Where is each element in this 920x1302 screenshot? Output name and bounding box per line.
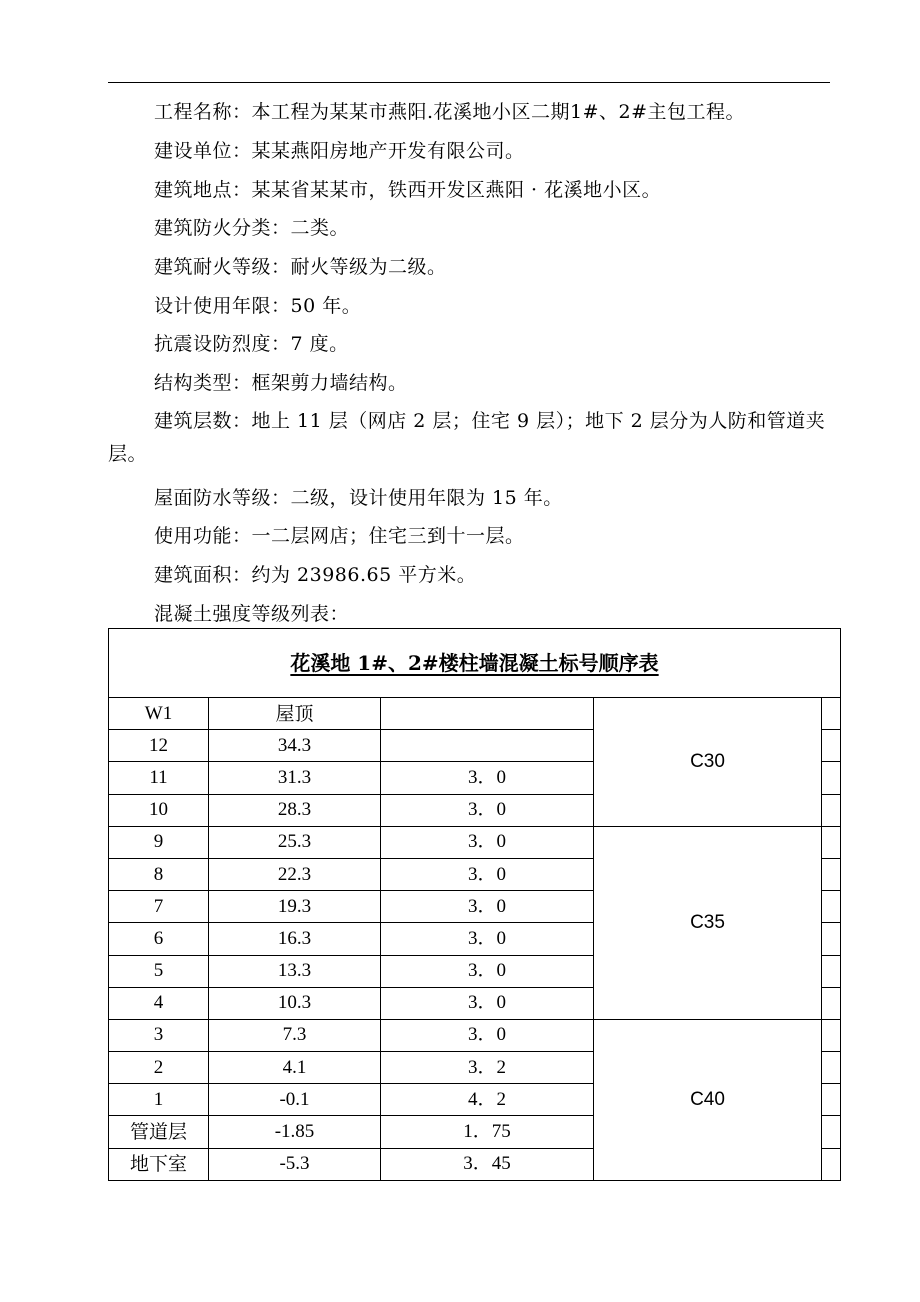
- blank-cell: [822, 858, 841, 890]
- elevation-cell: 13.3: [209, 955, 381, 987]
- blank-cell: [822, 1052, 841, 1084]
- construction-unit: 建设单位：某某燕阳房地产开发有限公司。: [154, 140, 525, 162]
- blank-cell: [822, 923, 841, 955]
- floor-cell: W1: [109, 698, 209, 730]
- seismic-intensity: 抗震设防烈度：7 度。: [154, 333, 349, 355]
- floor-cell: 8: [109, 858, 209, 890]
- height-cell: 3．0: [381, 826, 594, 858]
- structure-type: 结构类型：框架剪力墙结构。: [154, 372, 408, 394]
- elevation-cell: 16.3: [209, 923, 381, 955]
- height-cell: 3．0: [381, 1019, 594, 1051]
- elevation-cell: 22.3: [209, 858, 381, 890]
- elevation-cell: 4.1: [209, 1052, 381, 1084]
- floor-cell: 7: [109, 891, 209, 923]
- floor-cell: 10: [109, 794, 209, 826]
- blank-cell: [822, 1148, 841, 1180]
- elevation-cell: 28.3: [209, 794, 381, 826]
- blank-cell: [822, 891, 841, 923]
- blank-cell: [822, 730, 841, 762]
- table-title: 花溪地 1#、2#楼柱墙混凝土标号顺序表: [109, 629, 841, 698]
- grade-c30: C30: [594, 698, 822, 827]
- grade-c40: C40: [594, 1019, 822, 1180]
- fire-resistance-grade: 建筑耐火等级：耐火等级为二级。: [154, 256, 447, 278]
- elevation-cell: 31.3: [209, 762, 381, 794]
- floor-cell: 1: [109, 1084, 209, 1116]
- floor-cell: 12: [109, 730, 209, 762]
- height-cell: 3．0: [381, 794, 594, 826]
- blank-cell: [822, 1019, 841, 1051]
- elevation-cell: -0.1: [209, 1084, 381, 1116]
- height-cell: 1．75: [381, 1116, 594, 1148]
- blank-cell: [822, 987, 841, 1019]
- floor-cell: 11: [109, 762, 209, 794]
- floor-cell: 9: [109, 826, 209, 858]
- elevation-cell: -1.85: [209, 1116, 381, 1148]
- blank-cell: [822, 1116, 841, 1148]
- blank-cell: [822, 762, 841, 794]
- usage-function: 使用功能：一二层网店；住宅三到十一层。: [154, 525, 525, 547]
- height-cell: [381, 730, 594, 762]
- height-cell: 3．0: [381, 891, 594, 923]
- floor-cell: 2: [109, 1052, 209, 1084]
- elevation-cell: 7.3: [209, 1019, 381, 1051]
- building-floors: 建筑层数：地上 11 层（网店 2 层；住宅 9 层）；地下 2 层分为人防和管道夹层。: [108, 410, 826, 465]
- floor-cell: 管道层: [109, 1116, 209, 1148]
- building-area: 建筑面积：约为 23986.65 平方米。: [154, 564, 477, 586]
- height-cell: 3．45: [381, 1148, 594, 1180]
- blank-cell: [822, 955, 841, 987]
- table-row: [109, 1019, 841, 1051]
- height-cell: 4．2: [381, 1084, 594, 1116]
- roof-waterproof-grade: 屋面防水等级：二级，设计使用年限为 15 年。: [154, 487, 563, 509]
- blank-cell: [822, 794, 841, 826]
- elevation-cell: 19.3: [209, 891, 381, 923]
- building-location: 建筑地点：某某省某某市，铁西开发区燕阳 · 花溪地小区。: [154, 179, 662, 201]
- height-cell: 3．0: [381, 987, 594, 1019]
- blank-cell: [822, 698, 841, 730]
- blank-cell: [822, 1084, 841, 1116]
- table-row: [109, 698, 841, 730]
- concrete-list-heading: 混凝土强度等级列表：: [154, 603, 350, 625]
- floor-cell: 3: [109, 1019, 209, 1051]
- fire-classification: 建筑防火分类：二类。: [154, 217, 350, 239]
- height-cell: [381, 698, 594, 730]
- table-row: [109, 826, 841, 858]
- height-cell: 3．0: [381, 923, 594, 955]
- floor-cell: 地下室: [109, 1148, 209, 1180]
- elevation-cell: 25.3: [209, 826, 381, 858]
- concrete-grade-table: [108, 628, 841, 1181]
- project-name: 工程名称：本工程为某某市燕阳.花溪地小区二期1#、2#主包工程。: [154, 101, 746, 123]
- height-cell: 3．2: [381, 1052, 594, 1084]
- design-service-life: 设计使用年限：50 年。: [154, 295, 362, 317]
- elevation-cell: -5.3: [209, 1148, 381, 1180]
- height-cell: 3．0: [381, 955, 594, 987]
- elevation-cell: 10.3: [209, 987, 381, 1019]
- height-cell: 3．0: [381, 762, 594, 794]
- floor-cell: 4: [109, 987, 209, 1019]
- elevation-cell: 34.3: [209, 730, 381, 762]
- table-title-row: [109, 629, 841, 698]
- height-cell: 3．0: [381, 858, 594, 890]
- grade-c35: C35: [594, 826, 822, 1019]
- floor-cell: 5: [109, 955, 209, 987]
- header-rule: [108, 82, 830, 83]
- elevation-cell: 屋顶: [209, 698, 381, 730]
- floor-cell: 6: [109, 923, 209, 955]
- blank-cell: [822, 826, 841, 858]
